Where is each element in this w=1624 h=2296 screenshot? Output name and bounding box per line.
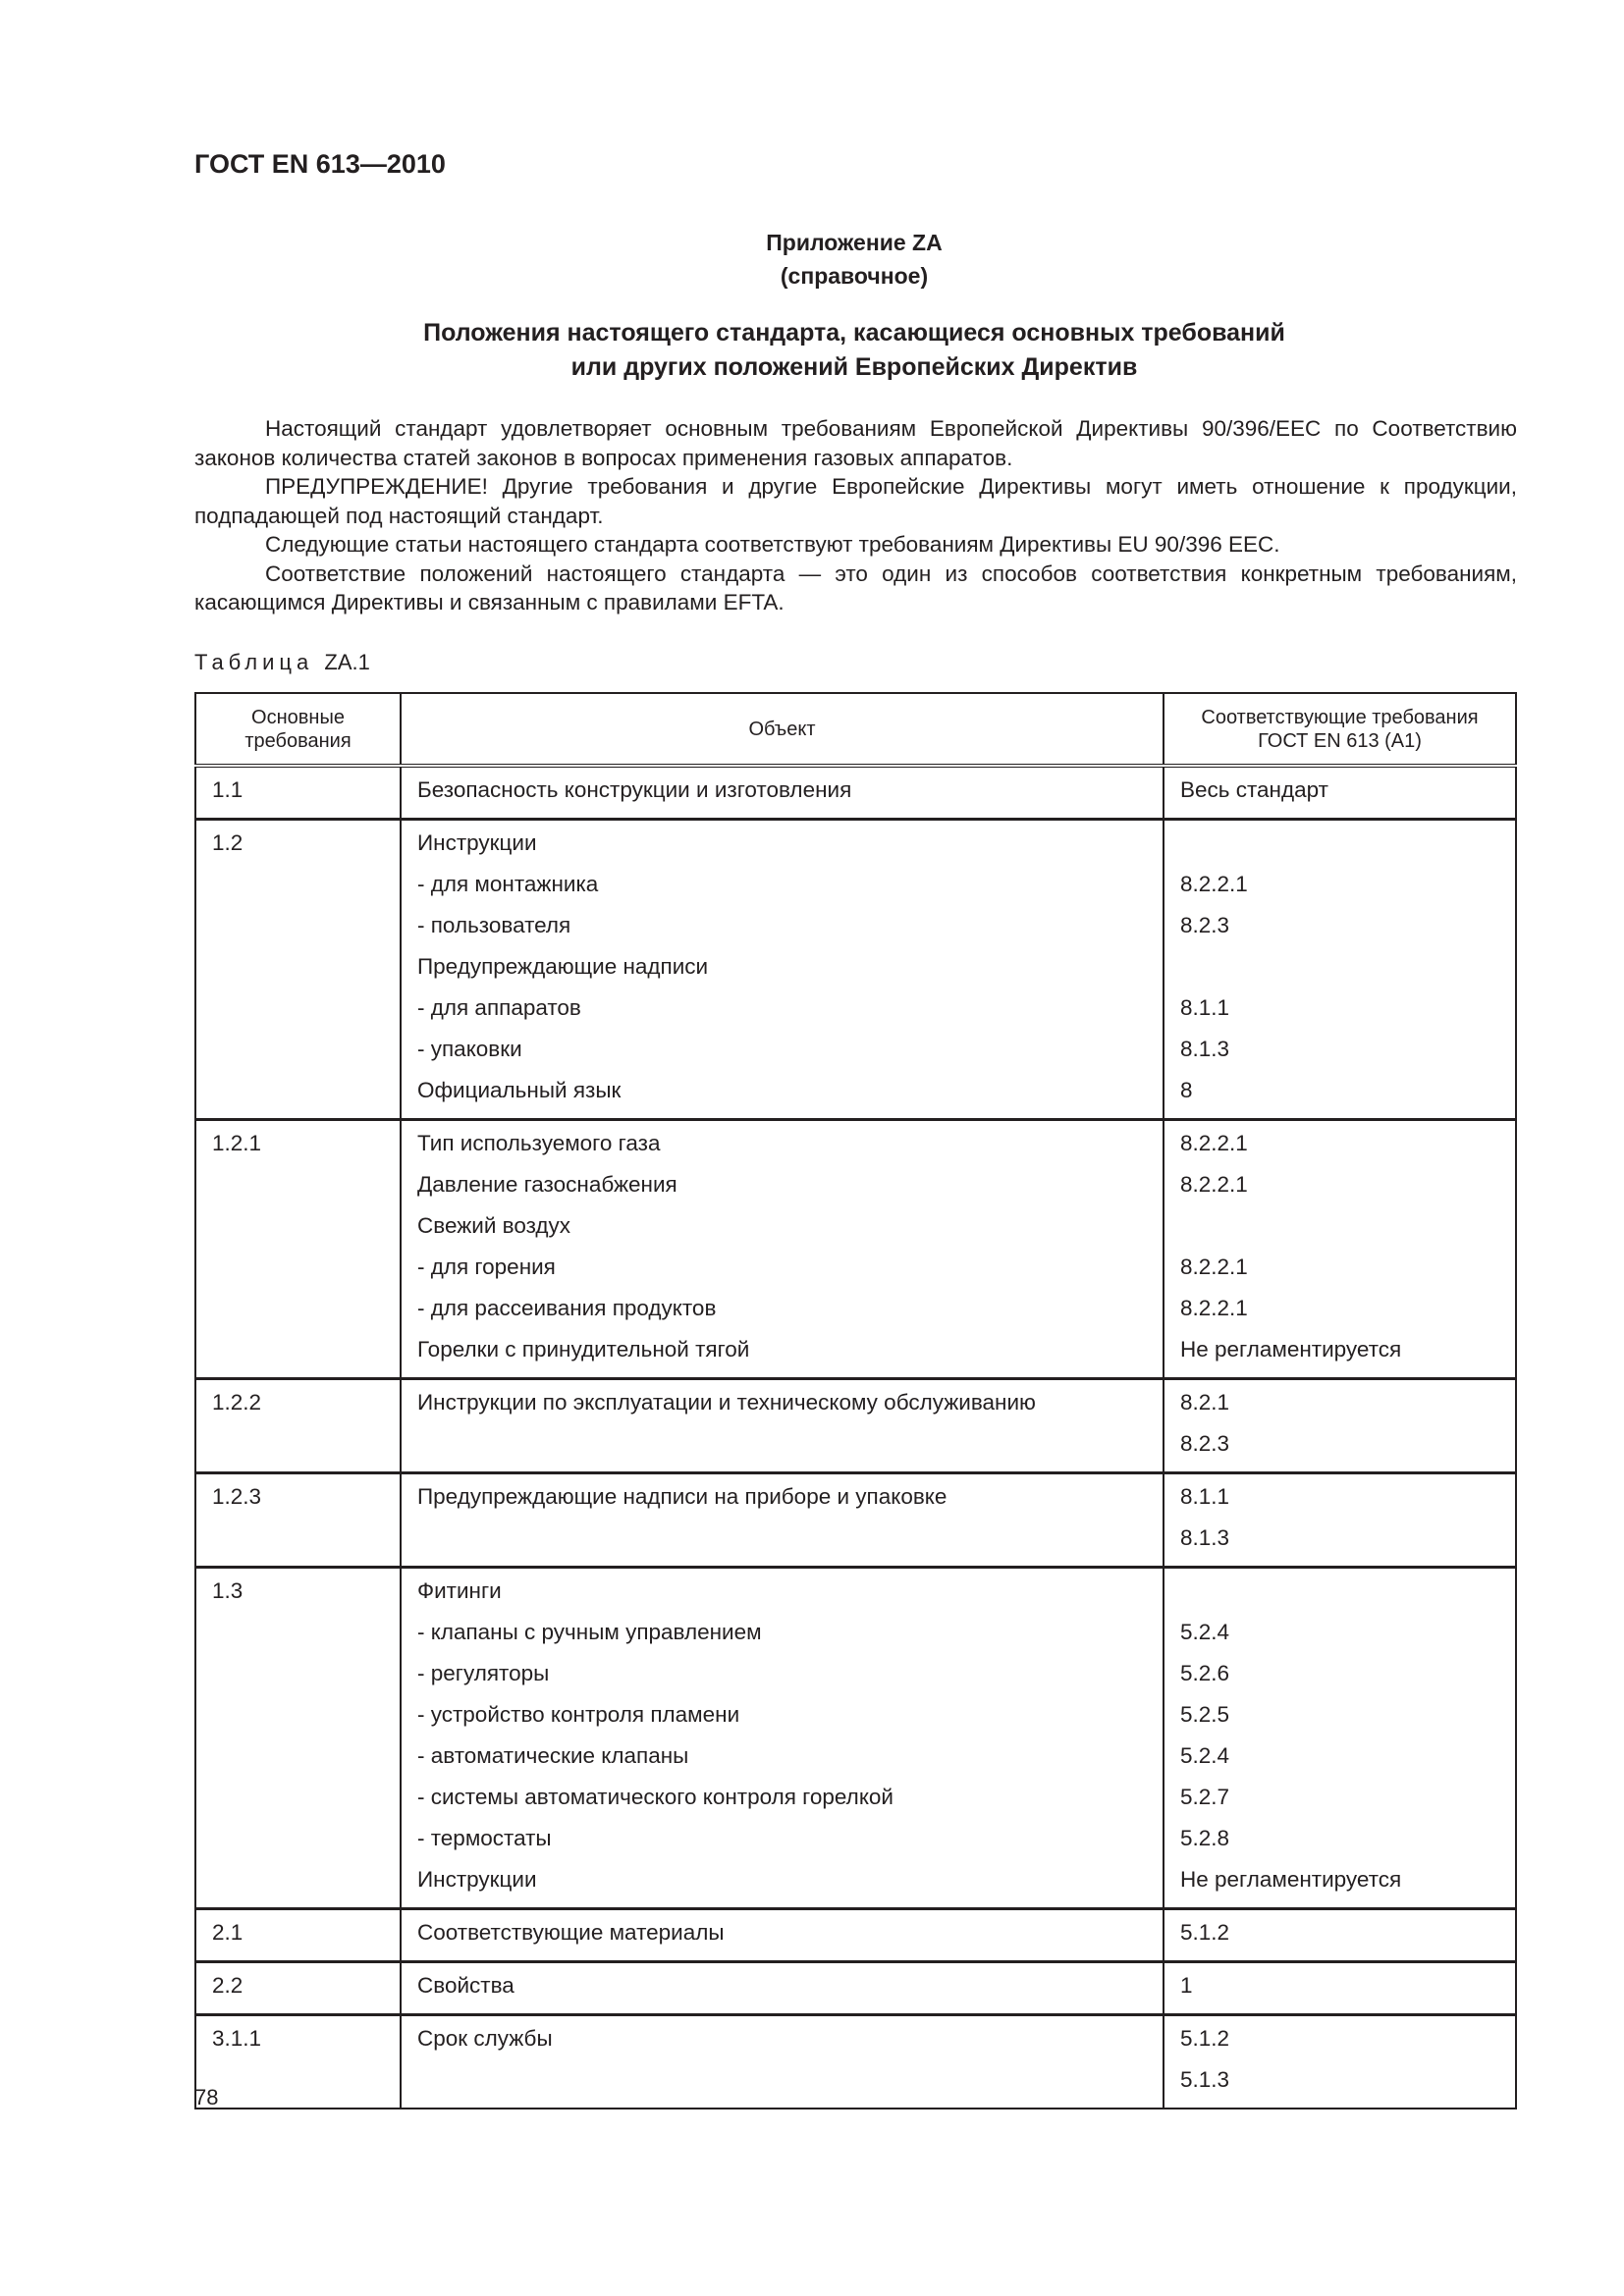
heading-line: Положения настоящего стандарта, касающиеся основных требований — [423, 319, 1285, 347]
requirement-code: 1.2.2 — [212, 1390, 262, 1415]
clause-reference: 8.2.2.1 — [1180, 1255, 1248, 1279]
object-text: Соответствующие материалы — [417, 1920, 725, 1945]
table-row — [195, 1568, 1516, 1909]
table-row — [195, 766, 1516, 820]
requirement-code: 1.2.3 — [212, 1484, 262, 1509]
requirement-code-cell — [195, 766, 401, 820]
header-corresponding: Соответствующие требования ГОСТ EN 613 (A1) — [1164, 693, 1516, 766]
clause-reference: 5.2.6 — [1180, 1661, 1230, 1685]
reference-cell — [1164, 1962, 1516, 2015]
object-text: - для монтажника — [417, 872, 599, 896]
header-requirements: Основные требования — [195, 693, 401, 766]
table-row — [195, 1962, 1516, 2015]
clause-reference: 8.1.3 — [1180, 1525, 1230, 1550]
clause-reference: 5.2.5 — [1180, 1702, 1230, 1727]
object-text: Безопасность конструкции и изготовления — [417, 777, 852, 802]
clause-reference: 8.2.3 — [1180, 1431, 1230, 1456]
object-text: Свойства — [417, 1973, 514, 1998]
object-text: - для рассеивания продуктов — [417, 1296, 717, 1320]
object-text: Свежий воздух — [417, 1213, 571, 1238]
clause-reference: 8.2.2.1 — [1180, 1131, 1248, 1155]
object-text: - упаковки — [417, 1037, 522, 1061]
requirement-code: 2.1 — [212, 1920, 244, 1945]
caption-number: ZA.1 — [324, 650, 370, 674]
object-text: Предупреждающие надписи на приборе и упаковке — [417, 1484, 947, 1509]
intro-text — [194, 414, 1517, 617]
reference-cell — [1164, 1909, 1516, 1962]
object-text: - для горения — [417, 1255, 556, 1279]
requirement-code: 1.2 — [212, 830, 244, 855]
caption-word: Таблица — [194, 650, 314, 674]
table-row — [195, 820, 1516, 1120]
object-cell — [401, 820, 1164, 1120]
table-caption — [194, 650, 370, 675]
paragraph: Настоящий стандарт удовлетворяет основным требованиям Европейской Директивы 90/396/EEC по Соответствию законов количества статей законов в вопросах применения газовых аппаратов. — [194, 416, 1517, 470]
reference-cell — [1164, 820, 1516, 1120]
clause-reference: 5.1.2 — [1180, 1920, 1230, 1945]
clause-reference: 1 — [1180, 1973, 1193, 1998]
table-header-row — [195, 693, 1516, 766]
table-row — [195, 1473, 1516, 1568]
clause-reference: 8.2.2.1 — [1180, 872, 1248, 896]
section-heading — [0, 316, 1624, 385]
object-cell — [401, 1473, 1164, 1568]
requirement-code: 1.3 — [212, 1578, 244, 1603]
object-text: Предупреждающие надписи — [417, 954, 709, 979]
object-text: - термостаты — [417, 1826, 552, 1850]
clause-reference: 8 — [1180, 1078, 1193, 1102]
requirement-code: 2.2 — [212, 1973, 244, 1998]
clause-reference: 5.2.4 — [1180, 1620, 1230, 1644]
object-text: Давление газоснабжения — [417, 1172, 677, 1197]
clause-reference: 8.2.3 — [1180, 913, 1230, 937]
object-cell — [401, 766, 1164, 820]
requirement-code-cell — [195, 1909, 401, 1962]
object-text: Инструкции по эксплуатации и техническому обслуживанию — [417, 1390, 1036, 1415]
clause-reference: 8.2.1 — [1180, 1390, 1230, 1415]
clause-reference: 5.2.7 — [1180, 1785, 1230, 1809]
reference-cell — [1164, 1120, 1516, 1379]
requirement-code-cell — [195, 1379, 401, 1473]
table-body — [195, 766, 1516, 2109]
annex-label: Приложение ZA — [766, 230, 943, 255]
object-cell — [401, 1962, 1164, 2015]
reference-cell — [1164, 1568, 1516, 1909]
clause-reference — [1180, 1209, 1499, 1251]
requirement-code-cell — [195, 1473, 401, 1568]
object-cell — [401, 1379, 1164, 1473]
requirement-code-cell — [195, 1120, 401, 1379]
requirements-table — [194, 692, 1517, 2109]
requirement-code-cell — [195, 1568, 401, 1909]
clause-reference: 8.2.2.1 — [1180, 1172, 1248, 1197]
requirement-code: 1.1 — [212, 777, 244, 802]
table-row — [195, 1909, 1516, 1962]
object-text: Официальный язык — [417, 1078, 622, 1102]
object-text — [417, 1427, 1147, 1468]
paragraph: Соответствие положений настоящего стандарта — это один из способов соответствия конкретным требованиям, касающимся Директивы и связанным с правилами EFTA. — [194, 561, 1517, 614]
clause-reference: 8.1.3 — [1180, 1037, 1230, 1061]
object-text: - клапаны с ручным управлением — [417, 1620, 762, 1644]
requirement-code-cell — [195, 820, 401, 1120]
clause-reference: 8.2.2.1 — [1180, 1296, 1248, 1320]
object-text: - для аппаратов — [417, 995, 581, 1020]
object-text — [417, 1522, 1147, 1563]
clause-reference — [1180, 827, 1499, 868]
object-cell — [401, 1120, 1164, 1379]
document-id: ГОСТ EN 613—2010 — [194, 149, 446, 179]
object-text: - регуляторы — [417, 1661, 550, 1685]
paragraph: ПРЕДУПРЕЖДЕНИЕ! Другие требования и другие Европейские Директивы могут иметь отношение к продукции, подпадающей под настоящий стандарт. — [194, 474, 1517, 528]
annex-type: (справочное) — [780, 263, 929, 289]
paragraph: Следующие статьи настоящего стандарта соответствуют требованиям Директивы EU 90/396 EEC. — [265, 532, 1280, 557]
clause-reference: Не регламентируется — [1180, 1337, 1402, 1362]
clause-reference: Весь стандарт — [1180, 777, 1328, 802]
object-text: - пользователя — [417, 913, 571, 937]
object-cell — [401, 1568, 1164, 1909]
object-text: Фитинги — [417, 1578, 502, 1603]
object-text: Тип используемого газа — [417, 1131, 661, 1155]
clause-reference: 8.1.1 — [1180, 1484, 1230, 1509]
object-text: Срок службы — [417, 2026, 553, 2051]
table-row — [195, 1379, 1516, 1473]
object-text: - системы автоматического контроля горелкой — [417, 1785, 893, 1809]
object-text: - автоматические клапаны — [417, 1743, 689, 1768]
clause-reference: 5.1.2 — [1180, 2026, 1230, 2051]
object-text: Инструкции — [417, 1867, 537, 1892]
table-row — [195, 2015, 1516, 2109]
object-text: Инструкции — [417, 830, 537, 855]
clause-reference: 5.2.8 — [1180, 1826, 1230, 1850]
clause-reference — [1180, 1575, 1499, 1616]
clause-reference — [1180, 950, 1499, 991]
object-cell — [401, 2015, 1164, 2109]
reference-cell — [1164, 1379, 1516, 1473]
clause-reference: 8.1.1 — [1180, 995, 1230, 1020]
page-number: 78 — [194, 2085, 219, 2109]
requirement-code: 1.2.1 — [212, 1131, 262, 1155]
requirement-code-cell — [195, 2015, 401, 2109]
clause-reference: 5.1.3 — [1180, 2067, 1230, 2092]
reference-cell — [1164, 766, 1516, 820]
object-text: Горелки с принудительной тягой — [417, 1337, 750, 1362]
requirement-code-cell — [195, 1962, 401, 2015]
object-text — [417, 2063, 1147, 2105]
reference-cell — [1164, 1473, 1516, 1568]
clause-reference: Не регламентируется — [1180, 1867, 1402, 1892]
clause-reference: 5.2.4 — [1180, 1743, 1230, 1768]
object-cell — [401, 1909, 1164, 1962]
table-row — [195, 1120, 1516, 1379]
object-text: - устройство контроля пламени — [417, 1702, 740, 1727]
heading-line: или других положений Европейских Директив — [570, 353, 1138, 381]
annex-title — [0, 226, 1624, 293]
reference-cell — [1164, 2015, 1516, 2109]
requirement-code: 3.1.1 — [212, 2026, 262, 2051]
header-object: Объект — [401, 693, 1164, 766]
